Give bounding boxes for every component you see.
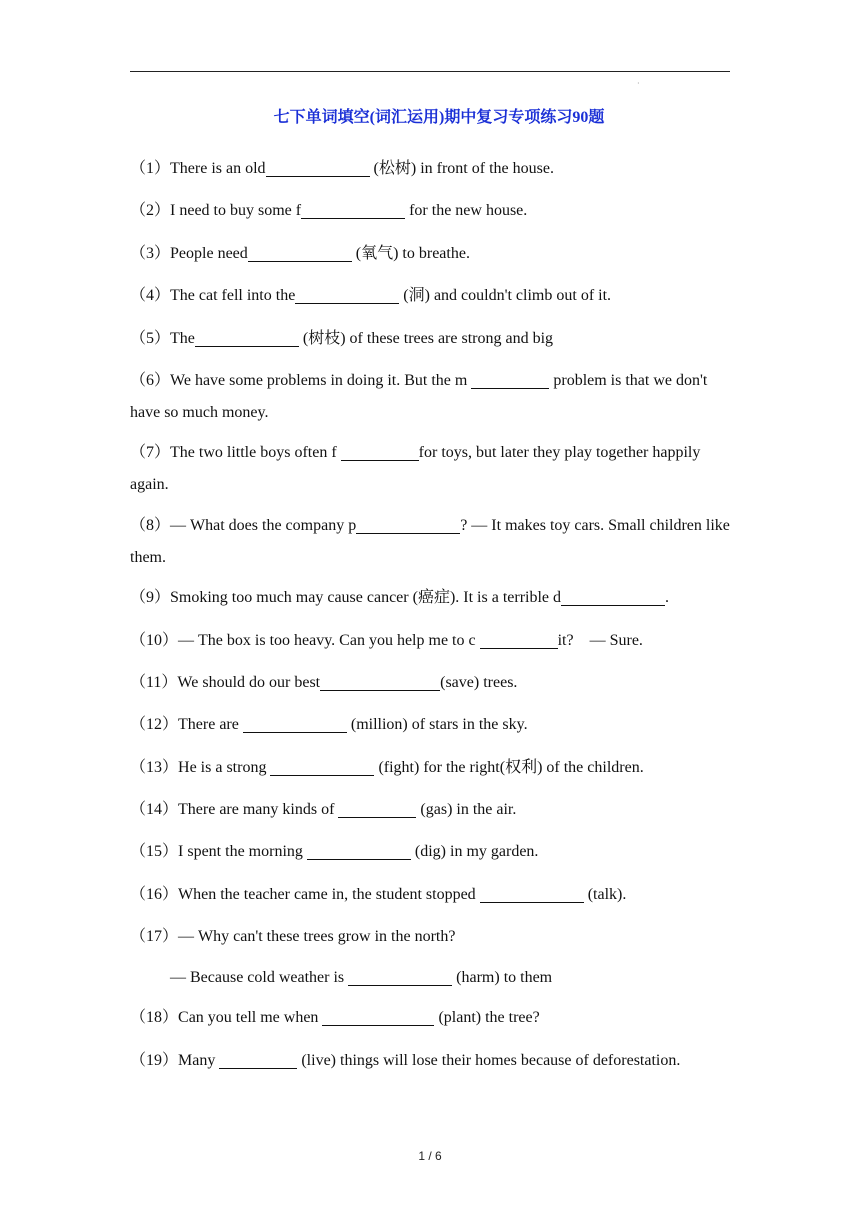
question-number: （18） [130,1009,179,1026]
question-number: （6） [130,372,171,389]
answer-blank[interactable] [356,513,460,534]
question-number: （13） [130,759,179,776]
question-3 [130,238,730,270]
question-text: (live) things will lose their homes because of deforestation. [297,1052,681,1069]
question-text: We should do our best [177,674,321,691]
question-17-reply [170,962,730,994]
answer-blank[interactable] [295,283,399,304]
question-text: ? — It makes toy cars. Small children like them. [130,517,730,566]
question-text: — What does the company p [170,517,357,534]
question-text: People need [170,245,248,262]
question-9 [130,582,730,614]
question-text: (洞) and couldn't climb out of it. [399,287,612,304]
answer-blank[interactable] [307,839,411,860]
question-number: （12） [130,716,179,733]
answer-blank[interactable] [338,797,416,818]
question-14 [130,794,730,826]
question-6 [130,365,730,429]
answer-blank[interactable] [219,1048,297,1069]
answer-blank[interactable] [561,585,665,606]
answer-blank[interactable] [480,628,558,649]
question-number: （8） [130,517,171,534]
answer-blank[interactable] [480,882,584,903]
question-number: （17） [130,928,179,945]
question-text: Can you tell me when [178,1009,323,1026]
page-title: 七下单词填空(词汇运用)期中复习专项练习90题 [273,109,605,126]
question-text: for the new house. [405,202,528,219]
question-number: （14） [130,801,179,818]
question-15 [130,836,730,868]
question-19 [130,1045,730,1077]
decorative-dot: · [637,79,640,88]
answer-blank[interactable] [270,755,374,776]
top-rule [130,71,730,72]
question-text: — The box is too heavy. Can you help me to c [178,632,480,649]
question-number: （3） [130,245,171,262]
question-text: . [665,589,670,606]
question-text: (million) of stars in the sky. [346,716,528,733]
question-text: Many [178,1052,220,1069]
question-text: I spent the morning [178,843,307,860]
question-1 [130,153,730,185]
question-text: — Because cold weather is [170,969,349,986]
question-8 [130,510,730,574]
question-text: When the teacher came in, the student stopped [178,886,480,903]
answer-blank[interactable] [348,965,452,986]
question-number: （11） [130,674,178,691]
question-text: (harm) to them [452,969,553,986]
page-number: 1 / 6 [418,1149,442,1163]
question-10 [130,625,730,657]
question-text: The cat fell into the [170,287,296,304]
question-text: (save) trees. [440,674,518,691]
question-text: We have some problems in doing it. But the m [170,372,472,389]
question-text: I need to buy some f [170,202,302,219]
question-text: (dig) in my garden. [410,843,539,860]
question-text: (plant) the tree? [434,1009,540,1026]
answer-blank[interactable] [322,1005,434,1026]
answer-blank[interactable] [243,712,347,733]
question-4 [130,280,730,312]
question-number: （4） [130,287,171,304]
question-number: （15） [130,843,179,860]
question-text: (氧气) to breathe. [351,245,470,262]
question-11 [130,667,730,699]
question-text: — Why can't these trees grow in the north? [178,928,456,945]
question-text: The [170,330,195,347]
answer-blank[interactable] [301,198,405,219]
question-text: There is an old [170,160,266,177]
answer-blank[interactable] [266,156,370,177]
question-text: There are many kinds of [178,801,339,818]
question-number: （9） [130,589,171,606]
question-text: (gas) in the air. [416,801,517,818]
answer-blank[interactable] [341,440,419,461]
answer-blank[interactable] [471,368,549,389]
question-2 [130,195,730,227]
question-text: Smoking too much may cause cancer (癌症). It is a terrible d [170,589,562,606]
question-text: (talk). [583,886,627,903]
question-number: （10） [130,632,179,649]
question-12 [130,709,730,741]
question-text: There are [178,716,243,733]
question-number: （5） [130,330,171,347]
question-5 [130,323,730,355]
question-number: （16） [130,886,179,903]
question-number: （7） [130,444,171,461]
question-number: （2） [130,202,171,219]
question-number: （19） [130,1052,179,1069]
question-17 [130,921,730,953]
question-text: for toys, but later they play together happily again. [130,444,701,493]
question-18 [130,1002,730,1034]
question-number: （1） [130,160,171,177]
question-13 [130,752,730,784]
question-7 [130,437,730,501]
question-text: He is a strong [178,759,271,776]
answer-blank[interactable] [320,670,440,691]
question-16 [130,879,730,911]
question-text: (fight) for the right(权利) of the children. [374,759,644,776]
question-text: it? — Sure. [557,632,643,649]
question-text: problem is that we don't have so much money. [130,372,708,421]
question-text: The two little boys often f [170,444,341,461]
question-text: (松树) in front of the house. [369,160,554,177]
question-text: (树枝) of these trees are strong and big [298,330,554,347]
answer-blank[interactable] [195,326,299,347]
answer-blank[interactable] [248,241,352,262]
